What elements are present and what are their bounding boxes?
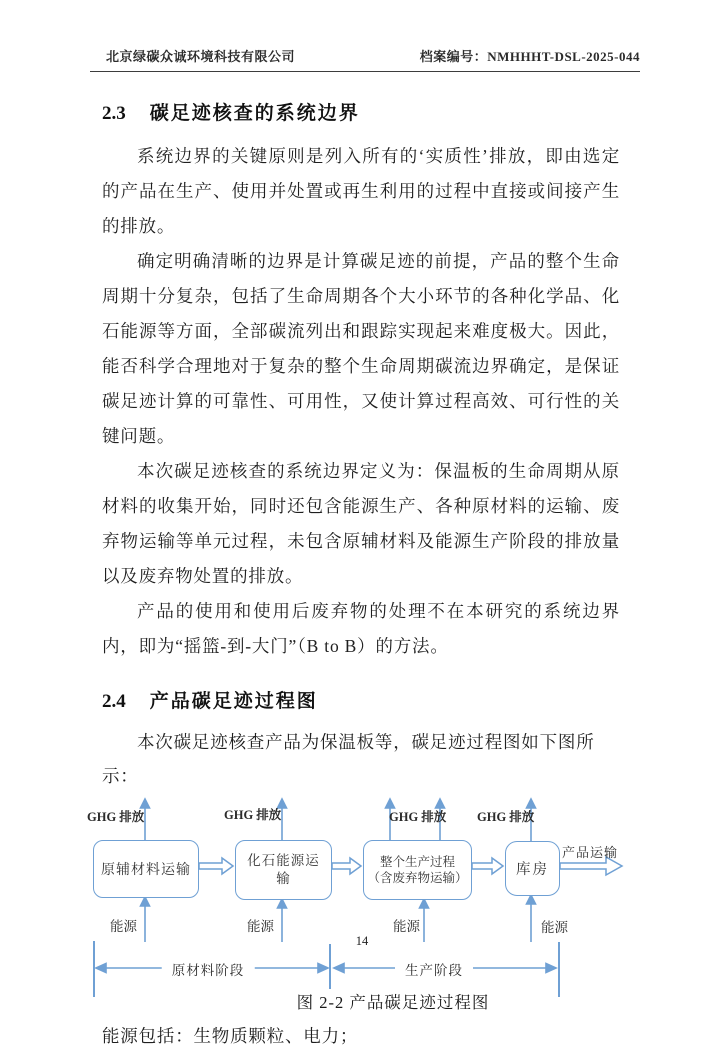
stage-label-production: 生产阶段 (395, 959, 473, 979)
energy-label-4: 能源 (541, 920, 568, 935)
energy-arrows (141, 895, 536, 942)
section-2-3-heading (102, 98, 620, 125)
paragraph-4: 产品的使用和使用后废弃物的处理不在本研究的系统边界内，即为“摇篮-到-大门”（B to B）的方法。 (102, 601, 620, 656)
process-box-warehouse (505, 841, 560, 896)
page-number: 14 (355, 934, 369, 948)
box-label: 输 (276, 871, 291, 886)
ghg-emission-label-2: GHG 排放 (224, 808, 282, 822)
section-2-4-intro: 本次碳足迹核查产品为保温板等，碳足迹过程图如下图所示： (102, 732, 595, 786)
process-box-raw-material-transport (93, 840, 199, 898)
company-name: 北京绿碳众诚环境科技有限公司 (106, 49, 296, 64)
diagram-lines (0, 793, 724, 1017)
process-box-fossil-energy-transport (235, 840, 332, 900)
ghg-emission-label-1: GHG 排放 (87, 810, 145, 824)
box-label: 整个生产过程 (379, 855, 455, 869)
page-header (0, 0, 724, 71)
paragraph-3: 本次碳足迹核查的系统边界定义为：保温板的生命周期从原材料的收集开始，同时还包含能源生产、各种原材料的运输、废弃物运输等单元过程，未包含原辅材料及能源生产阶段的排放量以及废弃物处置的排放。 (102, 461, 620, 586)
box-label: 原辅材料运输 (101, 863, 191, 878)
document-body (0, 98, 724, 1051)
process-box-production-process (363, 840, 472, 900)
section-2-4-title: 产品碳足迹过程图 (149, 691, 318, 712)
energy-label-3: 能源 (393, 919, 420, 934)
section-2-4-number: 2.4 (102, 691, 126, 712)
archive-number: NMHHHT-DSL-2025-044 (487, 49, 640, 64)
section-2-4-heading (102, 686, 620, 713)
ghg-emission-label-3: GHG 排放 (389, 810, 447, 824)
paragraph-2: 确定明确清晰的边界是计算碳足迹的前提，产品的整个生命周期十分复杂，包括了生命周期各个大小环节的各种化学品、化石能源等方面，全部碳流列出和跟踪实现起来难度极大。因此，能否科学合理地对于复杂的整个生命周期碳流边界确定，是保证碳足迹计算的可靠性、可用性，又使计算过程高效、可行性的关键问题。 (102, 251, 620, 446)
section-2-3-number: 2.3 (102, 103, 126, 124)
box-label: 化石能源运 (247, 853, 320, 868)
product-transport-label: 产品运输 (562, 845, 619, 860)
stage-label-raw-material: 原材料阶段 (162, 959, 255, 979)
carbon-footprint-process-diagram (0, 793, 724, 1017)
energy-label-2: 能源 (247, 919, 274, 934)
archive-label: 档案编号： (419, 49, 488, 64)
energy-note: 能源包括：生物质颗粒、电力； (102, 1026, 359, 1046)
paragraph-1: 系统边界的关键原则是列入所有的‘实质性’排放，即由选定的产品在生产、使用并处置或再生利用的过程中直接或间接产生的排放。 (102, 146, 620, 236)
energy-label-1: 能源 (110, 919, 137, 934)
figure-caption: 图 2-2 产品碳足迹过程图 (296, 993, 490, 1012)
ghg-emission-label-4: GHG 排放 (477, 810, 535, 824)
section-2-3-title: 碳足迹核查的系统边界 (149, 103, 360, 124)
box-label: （含废弃物运输） (367, 871, 468, 885)
box-label: 库房 (516, 862, 549, 878)
header-divider (90, 71, 640, 72)
archive-number-block (420, 46, 640, 65)
